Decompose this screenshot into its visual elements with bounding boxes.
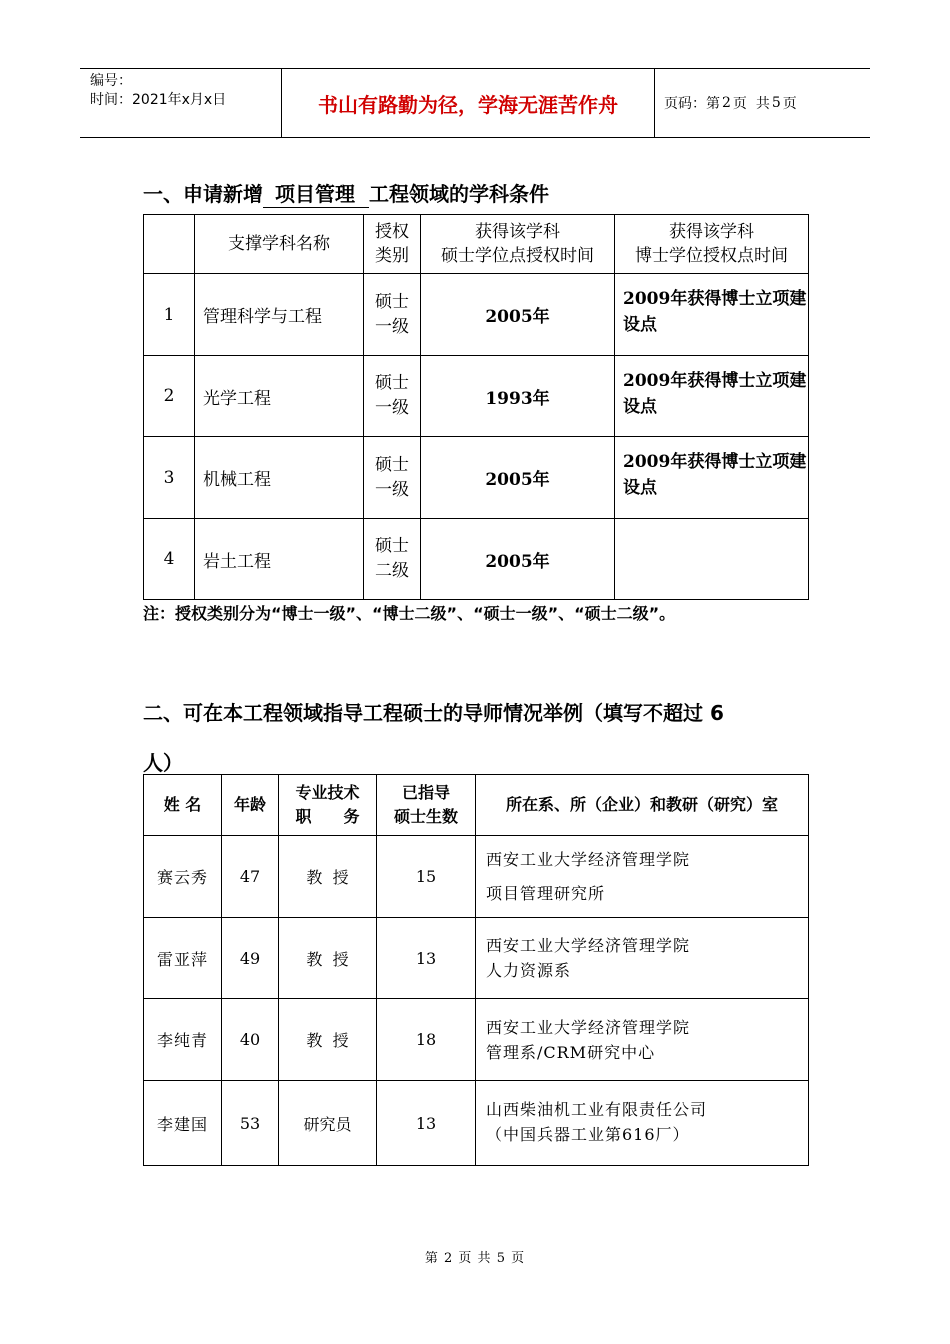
- row-master-time: 2005年: [421, 437, 615, 519]
- header-page-info: [654, 69, 870, 137]
- header-title-a: 专业技术: [295, 783, 360, 802]
- header-auth-type: [364, 215, 421, 274]
- table-row: [144, 274, 809, 356]
- row-auth-type-b: 一级: [375, 398, 409, 418]
- discipline-table: [143, 214, 809, 600]
- advisor-unit: [476, 918, 809, 999]
- advisor-unit-b: 项目管理研究所: [486, 883, 606, 903]
- page-total: 5: [771, 95, 781, 111]
- advisor-unit: [476, 999, 809, 1081]
- table-row: [144, 836, 809, 918]
- advisor-unit-a: 西安工业大学经济管理学院: [486, 1017, 691, 1037]
- advisor-unit-a: 西安工业大学经济管理学院: [486, 936, 691, 955]
- page-header: [80, 68, 870, 138]
- time-label: 时间：2021年x月x日: [90, 92, 227, 108]
- advisor-age: 53: [222, 1081, 279, 1166]
- advisor-age: 47: [222, 836, 279, 918]
- section2-title: [143, 688, 813, 788]
- advisor-name: 李建国: [144, 1081, 222, 1166]
- header-name: 姓 名: [144, 775, 222, 836]
- page-number: 2: [722, 95, 731, 111]
- row-discipline: 管理科学与工程: [195, 274, 364, 356]
- advisor-count: 18: [377, 999, 476, 1081]
- table-row: [144, 918, 809, 999]
- row-auth-type-b: 一级: [375, 316, 409, 337]
- table-row: [144, 519, 809, 600]
- advisor-count: 13: [377, 1081, 476, 1166]
- row-auth-type-a: 硕士: [375, 536, 409, 556]
- row-no: 3: [144, 437, 195, 519]
- row-auth-type-a: 硕士: [375, 373, 409, 393]
- header-unit: 所在系、所（企业）和教研（研究）室: [476, 775, 809, 836]
- advisor-age: 40: [222, 999, 279, 1081]
- header-discipline-name: 支撑学科名称: [195, 215, 364, 274]
- row-discipline: 机械工程: [195, 437, 364, 519]
- row-auth-type: [364, 274, 421, 356]
- row-master-time: 2005年: [421, 274, 615, 356]
- header-student-count: [377, 775, 476, 836]
- table-row: [144, 999, 809, 1081]
- page-prefix: 页码：第: [664, 96, 720, 112]
- header-no: [144, 215, 195, 274]
- advisor-name: 雷亚萍: [144, 918, 222, 999]
- row-master-time: 1993年: [421, 356, 615, 437]
- row-auth-type: [364, 356, 421, 437]
- section2-title-line2: 人）: [143, 751, 183, 775]
- advisor-title: 教 授: [279, 918, 377, 999]
- section2-title-line1: 二、可在本工程领域指导工程硕士的导师情况举例（填写不超过 6: [143, 701, 724, 725]
- row-doctor-time: 2009年获得博士立项建设点: [615, 356, 809, 437]
- section1-title: [143, 178, 549, 208]
- page-mid: 页 共: [732, 96, 770, 112]
- section1-title-prefix: 一、申请新增: [143, 182, 263, 206]
- advisor-title: 教 授: [279, 999, 377, 1081]
- header-title-b: 职 务: [295, 807, 360, 826]
- page-suffix: 页: [782, 96, 797, 112]
- row-doctor-time: 2009年获得博士立项建设点: [615, 437, 809, 519]
- row-doctor-time: [615, 519, 809, 600]
- header-auth-type-text: 授权类别: [375, 222, 409, 266]
- row-auth-type: [364, 437, 421, 519]
- row-discipline: 岩土工程: [195, 519, 364, 600]
- advisor-title: 教 授: [279, 836, 377, 918]
- advisor-unit: [476, 1081, 809, 1166]
- table-row: [144, 1081, 809, 1166]
- advisor-unit-b: （中国兵器工业第616厂）: [486, 1125, 690, 1144]
- advisor-age: 49: [222, 918, 279, 999]
- page-footer: 第 2 页 共 5 页: [424, 1251, 526, 1266]
- section1-title-suffix: 工程领域的学科条件: [369, 182, 549, 206]
- row-master-time: 2005年: [421, 519, 615, 600]
- advisor-count: 13: [377, 918, 476, 999]
- row-auth-type-b: 二级: [375, 561, 409, 581]
- table-row: [144, 437, 809, 519]
- header-master-time: 获得该学科 硕士学位点授权时间: [421, 215, 615, 274]
- row-no: 4: [144, 519, 195, 600]
- row-no: 2: [144, 356, 195, 437]
- header-title: [279, 775, 377, 836]
- row-no: 1: [144, 274, 195, 356]
- advisor-name: 赛云秀: [144, 836, 222, 918]
- advisor-unit-a: 西安工业大学经济管理学院: [486, 849, 691, 869]
- advisor-name: 李纯青: [144, 999, 222, 1081]
- advisor-title: 研究员: [279, 1081, 377, 1166]
- table-header-row: [144, 215, 809, 274]
- row-auth-type-a: 硕士: [375, 454, 409, 475]
- header-age: 年龄: [222, 775, 279, 836]
- advisor-unit-b: 管理系/CRM研究中心: [486, 1042, 656, 1062]
- row-discipline: 光学工程: [195, 356, 364, 437]
- header-meta: [80, 69, 282, 137]
- header-count-a: 已指导: [401, 783, 450, 802]
- header-motto: 书山有路勤为径，学海无涯苦作舟: [282, 69, 655, 137]
- advisor-unit-b: 人力资源系: [486, 961, 572, 980]
- row-auth-type-a: 硕士: [375, 291, 409, 312]
- header-doctor-time: 获得该学科 博士学位授权点时间: [615, 215, 809, 274]
- row-doctor-time: 2009年获得博士立项建设点: [615, 274, 809, 356]
- advisor-unit: [476, 836, 809, 918]
- advisor-unit-a: 山西柴油机工业有限责任公司: [486, 1100, 708, 1119]
- row-auth-type: [364, 519, 421, 600]
- advisor-count: 15: [377, 836, 476, 918]
- auth-type-note: 注：授权类别分为“博士一级”、“博士二级”、“硕士一级”、“硕士二级”。: [143, 604, 676, 623]
- section1-title-field: 项目管理: [263, 178, 369, 208]
- row-auth-type-b: 一级: [375, 479, 409, 500]
- number-label: 编号：: [90, 73, 132, 89]
- table-row: [144, 356, 809, 437]
- table-header-row: [144, 775, 809, 836]
- advisor-table: [143, 774, 809, 1166]
- header-count-b: 硕士生数: [393, 807, 458, 826]
